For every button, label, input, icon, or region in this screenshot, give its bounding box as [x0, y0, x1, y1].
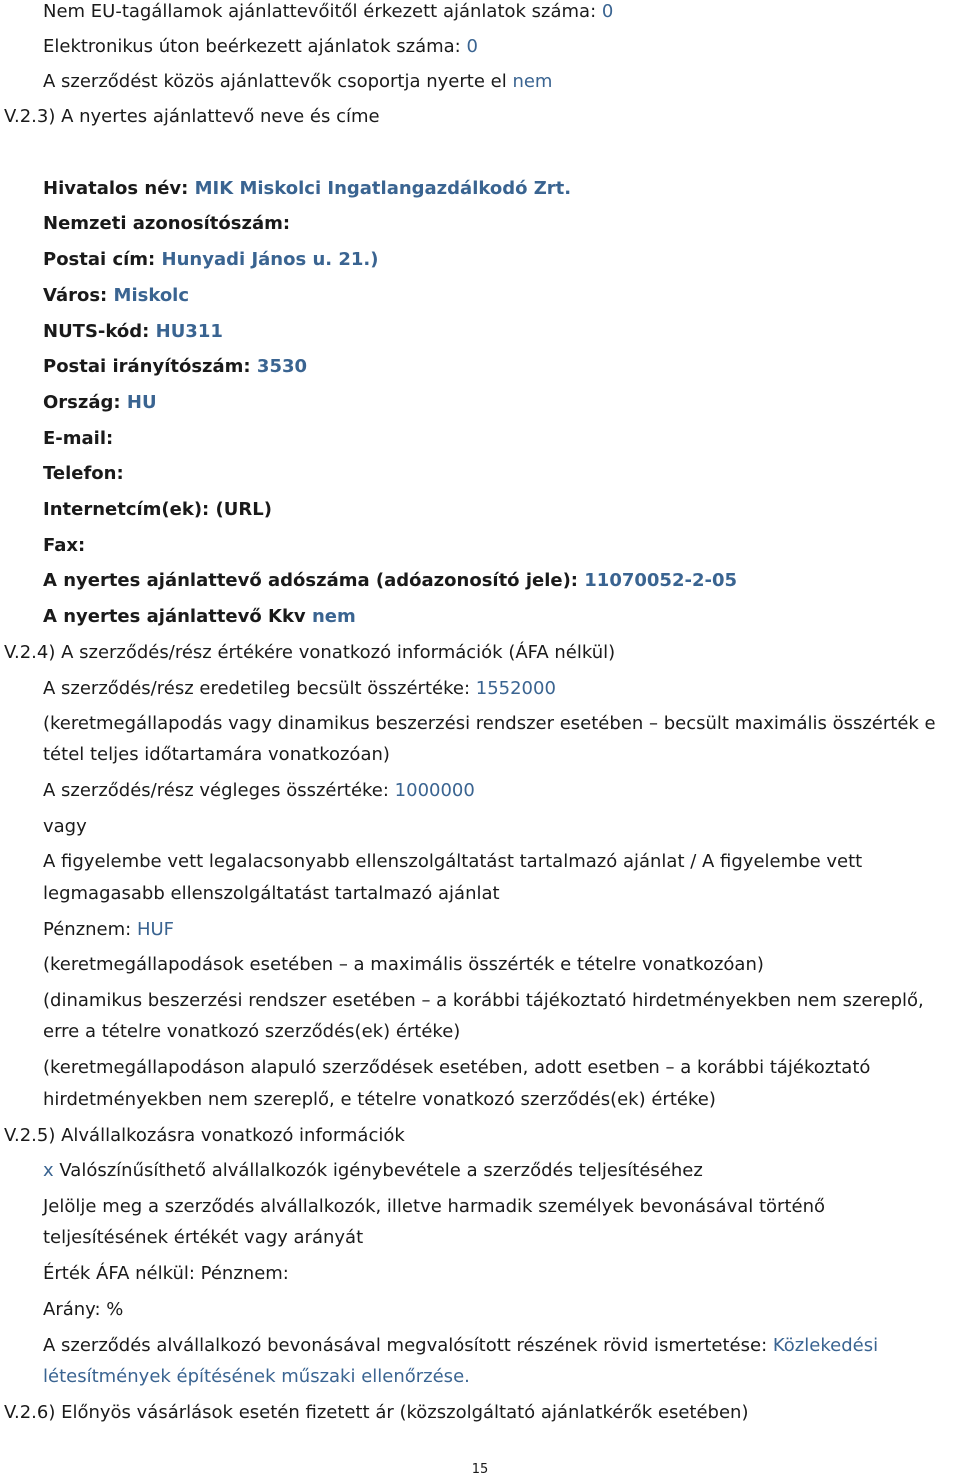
value-excl-vat-line: Érték ÁFA nélkül: Pénznem:: [43, 1263, 289, 1284]
field-label: NUTS-kód:: [43, 321, 150, 342]
foreign-bids-count: [43, 0, 613, 24]
email-line: [43, 427, 113, 451]
url-line: [43, 498, 272, 522]
field-value: 0: [466, 36, 478, 57]
framework-note-line-2: tétel teljes időtartamára vonatkozóan): [43, 744, 390, 765]
framework-contracts-line-2: hirdetményekben nem szereplő, e tételre vonatkozó szerződés(ek) értéke): [43, 1089, 716, 1110]
ratio-line: Arány: %: [43, 1299, 124, 1320]
or-line: vagy: [43, 816, 87, 837]
subcontract-share-line: Jelölje meg a szerződés alvállalkozók, illetve harmadik személyek bevonásával történő: [43, 1196, 825, 1217]
field-label: A szerződés alvállalkozó bevonásával megvalósított részének rövid ismertetése:: [43, 1335, 768, 1356]
fax-line: [43, 534, 85, 558]
national-id-line: [43, 212, 290, 236]
field-value: 11070052-2-05: [584, 570, 737, 591]
field-label: Elektronikus úton beérkezett ajánlatok száma:: [43, 36, 461, 57]
field-label: Fax:: [43, 535, 86, 556]
field-label: E-mail:: [43, 428, 114, 449]
field-label: Pénznem:: [43, 919, 132, 940]
estimated-value-line: [43, 677, 556, 701]
sme-line: [43, 605, 356, 629]
field-label: Telefon:: [43, 463, 124, 484]
lowest-highest-bid-line: A figyelembe vett legalacsonyabb ellenszolgáltatást tartalmazó ajánlat / A figyelembe vett: [43, 851, 863, 872]
section-heading-v24: V.2.4) A szerződés/rész értékére vonatkozó információk (ÁFA nélkül): [4, 642, 616, 663]
framework-max-line: (keretmegállapodások esetében – a maximális összérték e tételre vonatkozóan): [43, 954, 764, 975]
field-value: Miskolc: [113, 285, 190, 306]
field-value: HUF: [136, 919, 175, 940]
section-heading-v25: V.2.5) Alvállalkozásra vonatkozó információk: [4, 1125, 405, 1146]
electronic-bids-count: [43, 35, 478, 59]
subcontract-description-line-2: létesítmények építésének műszaki ellenőrzése.: [43, 1366, 470, 1387]
field-label: A nyertes ajánlattevő Kkv: [43, 606, 306, 627]
field-label: A szerződés/rész eredetileg becsült összértéke:: [43, 678, 471, 699]
nuts-code-line: [43, 320, 223, 344]
section-heading-v23: V.2.3) A nyertes ajánlattevő neve és címe: [4, 106, 380, 127]
framework-note-line: (keretmegállapodás vagy dinamikus beszerzési rendszer esetében – becsült maximális összérték e: [43, 713, 936, 734]
official-name-line: [43, 177, 571, 201]
field-label: Internetcím(ek): (URL): [43, 499, 272, 520]
postal-address-line: [43, 248, 378, 272]
lowest-highest-bid-line-2: legmagasabb ellenszolgáltatást tartalmazó ajánlat: [43, 883, 500, 904]
field-label: Nem EU-tagállamok ajánlattevőitől érkezett ajánlatok száma:: [43, 1, 597, 22]
field-value: HU311: [155, 321, 223, 342]
subcontract-share-line-2: teljesítésének értékét vagy arányát: [43, 1227, 364, 1248]
joint-bidders-line: [43, 70, 552, 94]
subcontract-description-line: [43, 1334, 878, 1358]
field-value: nem: [311, 606, 356, 627]
field-value: 3530: [256, 356, 308, 377]
field-value: Hunyadi János u. 21.): [161, 249, 379, 270]
field-value: nem: [512, 71, 553, 92]
field-label: Város:: [43, 285, 108, 306]
final-value-line: [43, 779, 475, 803]
country-line: [43, 391, 157, 415]
dynamic-system-line: (dinamikus beszerzési rendszer esetében – a korábbi tájékoztató hirdetményekben nem szereplő,: [43, 990, 924, 1011]
currency-line: [43, 918, 174, 942]
dynamic-system-line-2: erre a tételre vonatkozó szerződés(ek) értéke): [43, 1021, 461, 1042]
postal-code-line: [43, 355, 307, 379]
page-number: 15: [471, 1462, 489, 1477]
field-value: MIK Miskolci Ingatlangazdálkodó Zrt.: [194, 178, 572, 199]
tax-number-line: [43, 569, 737, 593]
field-label: Nemzeti azonosítószám:: [43, 213, 291, 234]
field-label: A szerződés/rész végleges összértéke:: [43, 780, 389, 801]
city-line: [43, 284, 189, 308]
field-label: Valószínűsíthető alvállalkozók igénybevétele a szerződés teljesítéséhez: [59, 1160, 703, 1181]
phone-line: [43, 462, 124, 486]
field-value: 1000000: [394, 780, 475, 801]
field-label: A nyertes ajánlattevő adószáma (adóazonosító jele):: [43, 570, 578, 591]
checkbox-mark: x: [43, 1160, 54, 1181]
field-value: Közlekedési: [772, 1335, 879, 1356]
subcontracting-line: [43, 1159, 703, 1183]
field-value: 0: [601, 1, 614, 22]
field-label: A szerződést közös ajánlattevők csoportja nyerte el: [43, 71, 507, 92]
field-label: Postai irányítószám:: [43, 356, 251, 377]
field-value: 1552000: [475, 678, 556, 699]
field-label: Hivatalos név:: [43, 178, 189, 199]
field-label: Ország:: [43, 392, 121, 413]
field-label: Postai cím:: [43, 249, 156, 270]
framework-contracts-line: (keretmegállapodáson alapuló szerződések esetében, adott esetben – a korábbi tájékoztató: [43, 1057, 871, 1078]
section-heading-v26: V.2.6) Előnyös vásárlások esetén fizetett ár (közszolgáltató ajánlatkérők esetében): [4, 1402, 749, 1423]
field-value: HU: [126, 392, 157, 413]
